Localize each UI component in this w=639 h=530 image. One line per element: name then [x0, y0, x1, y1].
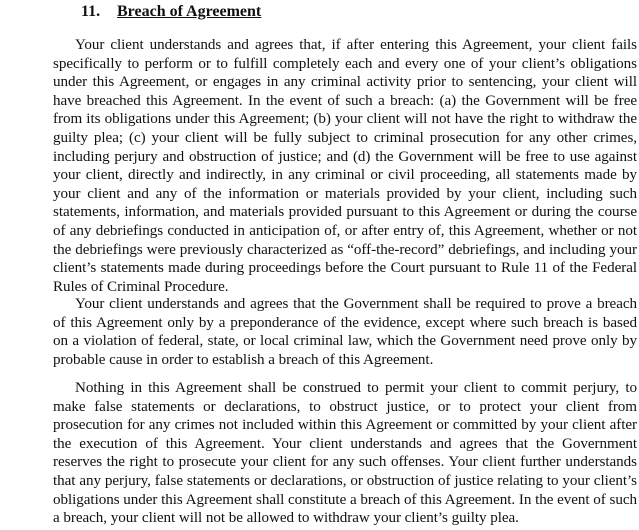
section-title: Breach of Agreement	[117, 3, 262, 20]
paragraph-burden-of-proof: Your client understands and agrees that the Government shall be required to prove a breach of this Agreement only by a preponderance of the evidence, except where such breach is based on a violation of federal, state, or local criminal law, which the Government need prove only by probable cause in order to establish a breach of this Agreement.	[53, 296, 637, 368]
section-number: 11.	[81, 3, 101, 20]
paragraph-perjury-clause: Nothing in this Agreement shall be construed to permit your client to commit perjury, to make false statements or declarations, to obstruct justice, or to protect your client from prosecution for any crimes not included within this Agreement or committed by your client after the execution of this Agreement. Your client understands and agrees that the Government reserves the right to prosecute your client for any such offenses. Your client further understands that any perjury, false statements or declarations, or obstruction of justice relating to your client’s obligations under this Agreement shall constitute a breach of this Agreement. In the event of such a breach, your client will not be allowed to withdraw your client’s guilty plea.	[53, 380, 637, 527]
section-heading	[81, 2, 261, 22]
paragraph-breach-consequences: Your client understands and agrees that, if after entering this Agreement, your client fails specifically to perform or to fulfill completely each and every one of your client’s obligations under this Agreement, or engages in any criminal activity prior to sentencing, your client will have breached this Agreement. In the event of such a breach: (a) the Government will be free from its obligations under this Agreement; (b) your client will not have the right to withdraw the guilty plea; (c) your client will be fully subject to criminal prosecution for any other crimes, including perjury and obstruction of justice; and (d) the Government will be free to use against your client, directly and indirectly, in any criminal or civil proceeding, all statements made by your client and any of the information or materials provided by your client, including such statements, information, and materials provided pursuant to this Agreement or during the course of any debriefings conducted in anticipation of, or after entry of, this Agreement, whether or not the debriefings were previously characterized as “off-the-record” debriefings, and including your client’s statements made during proceedings before the Court pursuant to Rule 11 of the Federal Rules of Criminal Procedure.	[53, 37, 637, 295]
